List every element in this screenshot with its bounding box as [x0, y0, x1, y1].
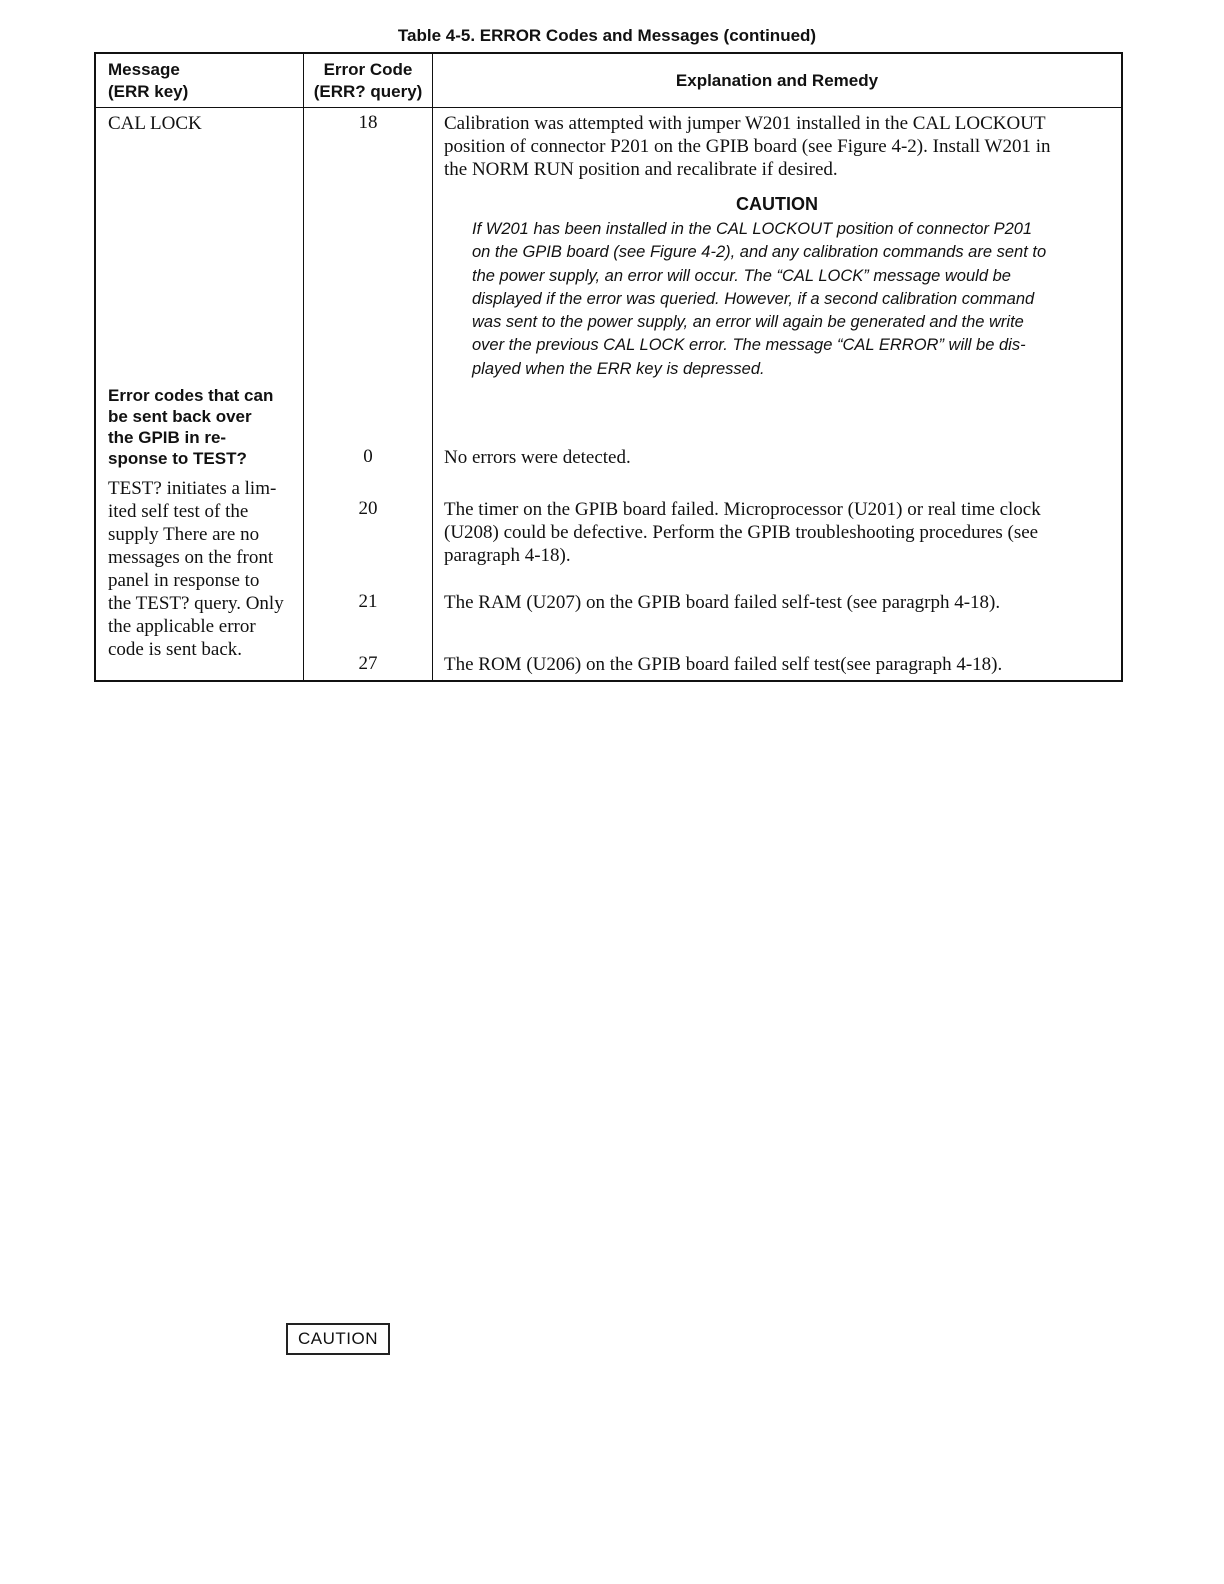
table-title: Table 4-5. ERROR Codes and Messages (continued): [397, 26, 817, 45]
explanation-cal-lock: [444, 112, 1104, 181]
caution-line: over the previous CAL LOCK error. The message “CAL ERROR” will be dis-: [472, 336, 1026, 355]
description-line: ited self test of the: [108, 501, 249, 522]
description-line: the applicable error: [108, 616, 256, 637]
caution-line: played when the ERR key is depressed.: [472, 359, 765, 378]
caution-line: If W201 has been installed in the CAL LOCKOUT position of connector P201: [472, 220, 1033, 238]
caution-line: was sent to the power supply, an error will again be generated and the write: [472, 313, 1024, 332]
explanation-code-20: [444, 498, 1104, 567]
code-18: 18: [358, 112, 378, 133]
code-20: 20: [358, 498, 378, 519]
explanation-code-0: No errors were detected.: [444, 447, 631, 468]
column-divider: [432, 54, 433, 680]
caution-body: [472, 218, 1082, 381]
message-cal-lock: CAL LOCK: [108, 113, 202, 134]
description-line: the TEST? query. Only: [108, 593, 284, 614]
header-message-subtitle: (ERR key): [108, 82, 189, 101]
column-divider: [303, 54, 304, 680]
code-21: 21: [358, 591, 378, 612]
header-code-subtitle: (ERR? query): [313, 82, 423, 101]
description-line: supply There are no: [108, 524, 260, 545]
header-error-code: [304, 59, 432, 103]
description-line: TEST? initiates a lim-: [108, 478, 277, 499]
description-line: panel in response to: [108, 570, 260, 591]
explanation-line: position of connector P201 on the GPIB board (see Figure 4-2). Install W201 in: [444, 136, 1051, 157]
caution-line: displayed if the error was queried. However, if a second calibration command: [472, 289, 1035, 308]
explanation-line: paragraph 4-18).: [444, 545, 571, 566]
caution-heading: CAUTION: [736, 194, 818, 214]
header-divider: [96, 107, 1121, 108]
explanation-line: the NORM RUN position and recalibrate if desired.: [444, 159, 838, 180]
test-section-heading: [108, 385, 273, 469]
heading-line: Error codes that can: [108, 386, 274, 405]
header-code-title: Error Code: [323, 60, 413, 79]
explanation-line: (U208) could be defective. Perform the GPIB troubleshooting procedures (see: [444, 522, 1039, 543]
description-line: messages on the front: [108, 547, 274, 568]
caution-line: the power supply, an error will occur. The “CAL LOCK” message would be: [472, 266, 1011, 285]
caution-stamp: CAUTION: [286, 1323, 390, 1355]
test-section-description: [108, 477, 284, 661]
heading-line: sponse to TEST?: [108, 449, 247, 468]
heading-line: be sent back over: [108, 407, 252, 426]
header-message: [108, 59, 188, 103]
explanation-code-21: The RAM (U207) on the GPIB board failed self-test (see paragrph 4-18).: [444, 592, 1001, 613]
heading-line: the GPIB in re-: [108, 428, 227, 447]
explanation-code-27: The ROM (U206) on the GPIB board failed self test(see paragraph 4-18).: [444, 654, 1003, 675]
header-explanation: Explanation and Remedy: [675, 71, 879, 90]
code-27: 27: [358, 653, 378, 674]
explanation-line: Calibration was attempted with jumper W201 installed in the CAL LOCKOUT: [444, 113, 1046, 134]
caution-line: on the GPIB board (see Figure 4-2), and any calibration commands are sent to: [472, 243, 1047, 262]
error-codes-table: [94, 52, 1123, 682]
header-message-title: Message: [108, 60, 180, 79]
description-line: code is sent back.: [108, 639, 243, 660]
explanation-line: The timer on the GPIB board failed. Microprocessor (U201) or real time clock: [444, 499, 1041, 520]
code-0: 0: [363, 446, 373, 467]
